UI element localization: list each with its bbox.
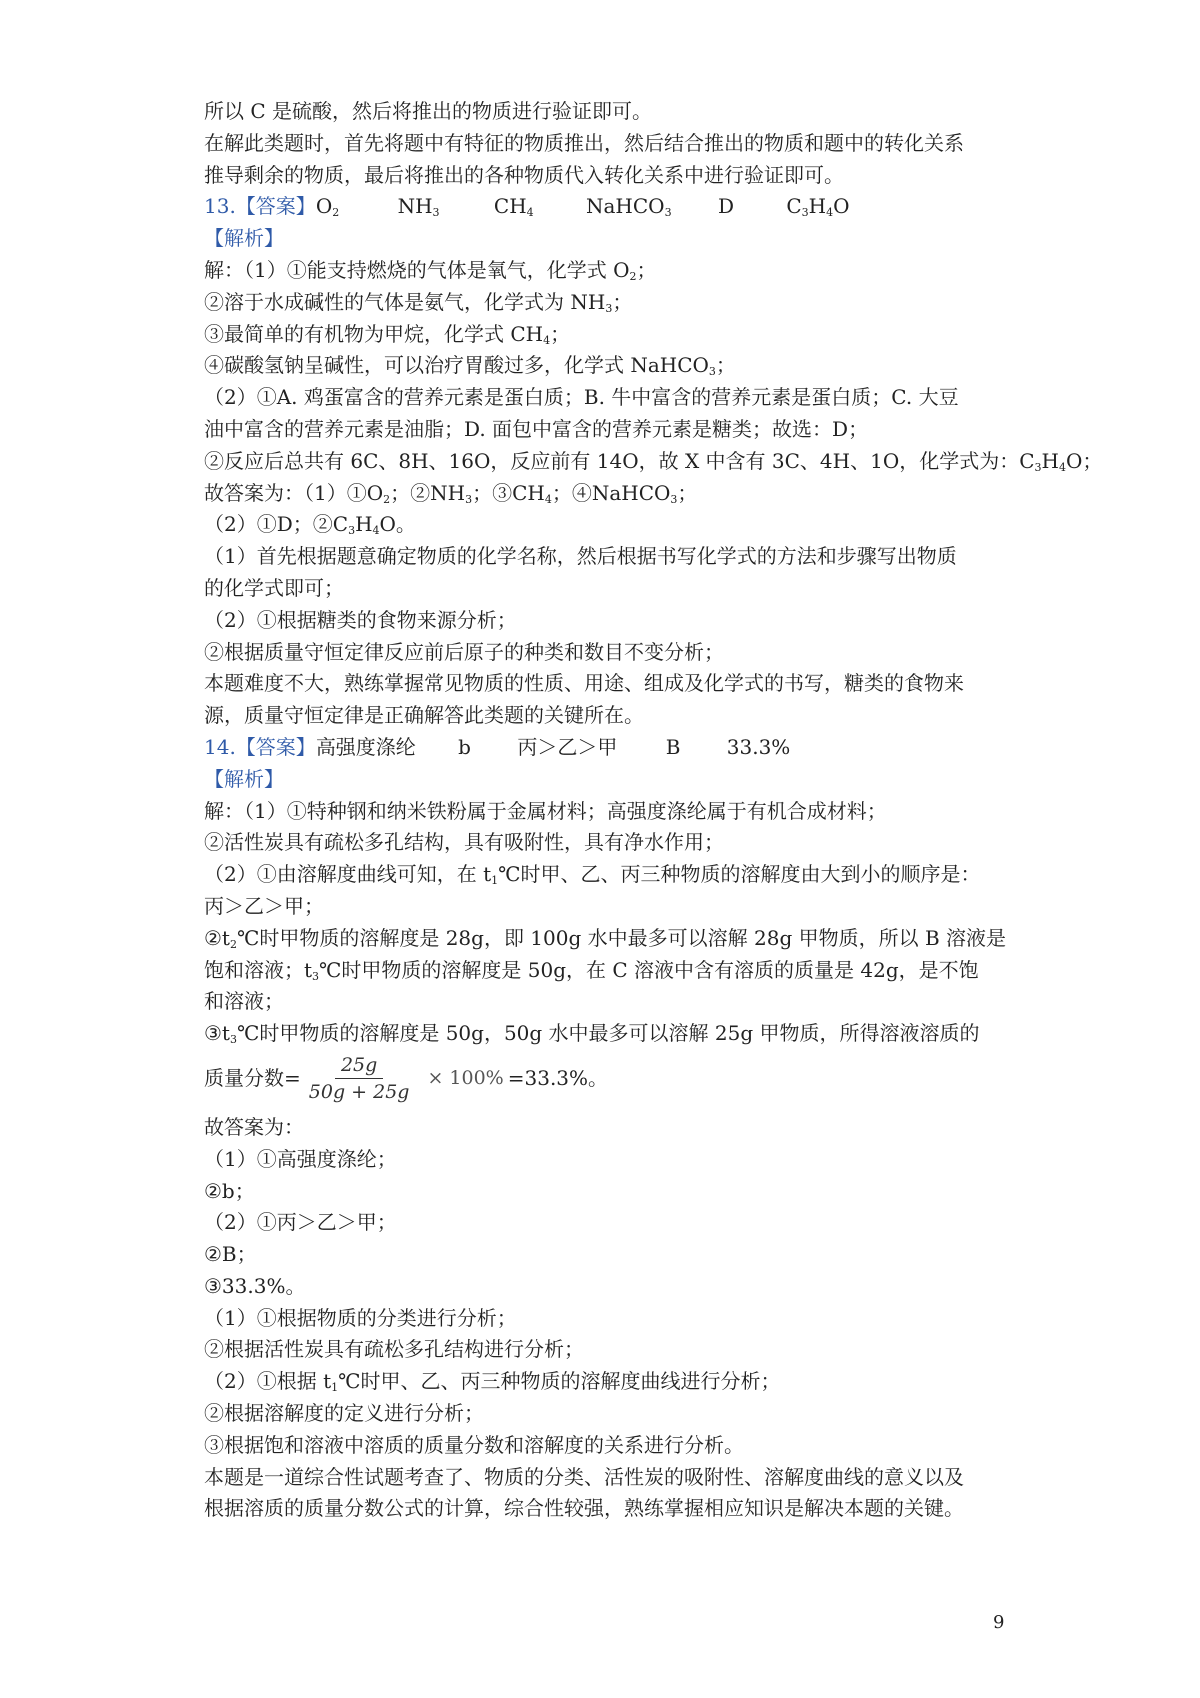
text-line: ②b； xyxy=(204,1178,255,1203)
subscript: 1 xyxy=(331,1381,339,1395)
text-line: 的化学式即可； xyxy=(204,575,344,600)
text-line: （2）①A. 鸡蛋富含的营养元素是蛋白质；B. 牛中富含的营养元素是蛋白质；C. 大豆 xyxy=(204,385,959,410)
answer-line-14 xyxy=(204,732,1014,764)
subscript: 1 xyxy=(491,874,499,888)
text: ； xyxy=(636,257,657,282)
text: ③最简单的有机物为甲烷，化学式 CH xyxy=(204,321,544,346)
text-line: 在解此类题时，首先将题中有特征的物质推出，然后结合推出的物质和题中的转化关系 xyxy=(204,130,964,155)
text-line xyxy=(204,923,1014,955)
fraction-denominator: 50g + 25g xyxy=(308,1081,410,1104)
subscript: 3 xyxy=(229,1033,237,1047)
page-number: 9 xyxy=(993,1612,1005,1633)
subscript: 2 xyxy=(229,937,237,951)
text-line: 和溶液； xyxy=(204,989,284,1014)
text-line: ②活性炭具有疏松多孔结构，具有吸附性，具有净水作用； xyxy=(204,830,724,855)
analysis-label: 【解析】 xyxy=(204,226,284,251)
text: ②溶于水成碱性的气体是氨气，化学式为 NH xyxy=(204,289,606,314)
text: 质量分数= xyxy=(204,1066,301,1090)
text-line: （1）首先根据题意确定物质的化学名称，然后根据书写化学式的方法和步骤写出物质 xyxy=(204,544,957,569)
answer-label: 13.【答案】 xyxy=(204,194,316,219)
text: ； xyxy=(677,480,698,505)
text: （2）①由溶解度曲线可知，在 t xyxy=(204,862,492,887)
text-line: ②B； xyxy=(204,1242,257,1267)
text-line xyxy=(204,350,1014,382)
text: ； xyxy=(612,289,633,314)
text-line: （1）①根据物质的分类进行分析； xyxy=(204,1305,517,1330)
formula: O xyxy=(315,194,333,219)
text-line: 所以 C 是硫酸，然后将推出的物质进行验证即可。 xyxy=(204,99,653,123)
text-line xyxy=(204,255,1014,287)
text-line xyxy=(204,287,1014,319)
text: ③t xyxy=(204,1021,230,1046)
text-line xyxy=(204,1018,1014,1050)
text: ℃时甲物质的溶解度是 28g，即 100g 水中最多可以溶解 28g 甲物质，所以 B 溶液是 xyxy=(236,925,1007,950)
text-line: ③33.3%。 xyxy=(204,1273,306,1298)
answer-value: 33.3% xyxy=(726,734,791,759)
text: O。 xyxy=(379,512,416,537)
text: H xyxy=(1041,448,1059,473)
text-line xyxy=(204,446,1103,478)
text: ℃时甲物质的溶解度是 50g，50g 水中最多可以溶解 25g 甲物质，所得溶液溶质的 xyxy=(236,1021,980,1046)
text: =33.3%。 xyxy=(507,1066,609,1090)
answer-value: D xyxy=(717,194,734,219)
text: O； xyxy=(1065,448,1103,473)
text-line: 油中富含的营养元素是油脂；D. 面包中富含的营养元素是糖类；故选：D； xyxy=(204,416,869,441)
text-line: 丙＞乙＞甲； xyxy=(204,893,324,918)
text-line: 解：（1）①特种钢和纳米铁粉属于金属材料；高强度涤纶属于有机合成材料； xyxy=(204,798,887,823)
subscript: 3 xyxy=(432,206,440,220)
subscript: 4 xyxy=(372,524,380,538)
subscript: 4 xyxy=(526,206,534,220)
subscript: 3 xyxy=(708,365,716,379)
text: ④碳酸氢钠呈碱性，可以治疗胃酸过多，化学式 NaHCO xyxy=(204,353,709,378)
subscript: 2 xyxy=(629,269,637,283)
formula-line xyxy=(204,1052,1014,1106)
text-line: 根据溶质的质量分数公式的计算，综合性较强，熟练掌握相应知识是解决本题的关键。 xyxy=(204,1496,964,1521)
text-line xyxy=(204,478,1014,510)
text-line: （2）①丙＞乙＞甲； xyxy=(204,1210,397,1235)
formula: CH xyxy=(493,194,527,219)
text: （2）①D；②C xyxy=(204,512,349,537)
text-line: ②根据质量守恒定律反应前后原子的种类和数目不变分析； xyxy=(204,639,724,664)
document-body xyxy=(204,96,1103,1525)
text-line xyxy=(204,1366,1014,1398)
subscript: 2 xyxy=(383,492,391,506)
subscript: 4 xyxy=(1058,460,1066,474)
text: ②反应后总共有 6C、8H、16O，反应前有 14O，故 X 中含有 3C、4H、1O，化学式为：C xyxy=(204,448,1035,473)
subscript: 3 xyxy=(664,206,672,220)
text: 故答案为：（1）①O xyxy=(204,480,384,505)
answer-line-13 xyxy=(204,191,1014,223)
multiply-percent: × 100% xyxy=(427,1067,504,1089)
subscript: 3 xyxy=(1034,460,1042,474)
formula: H xyxy=(808,194,827,219)
formula: C xyxy=(786,194,802,219)
subscript: 3 xyxy=(348,524,356,538)
subscript: 3 xyxy=(465,492,473,506)
answer-value: b xyxy=(458,734,471,759)
text-line: ②根据溶解度的定义进行分析； xyxy=(204,1401,484,1426)
text-line: ③根据饱和溶液中溶质的质量分数和溶解度的关系进行分析。 xyxy=(204,1432,744,1457)
fraction-numerator: 25g xyxy=(335,1053,383,1079)
answer-value xyxy=(586,194,672,218)
fraction xyxy=(303,1053,416,1104)
subscript: 3 xyxy=(670,492,678,506)
text: ℃时甲、乙、丙三种物质的溶解度曲线进行分析； xyxy=(338,1369,781,1394)
text: ℃时甲、乙、丙三种物质的溶解度由大到小的顺序是： xyxy=(498,862,981,887)
formula: NaHCO xyxy=(586,194,665,219)
text-line: （1）①高强度涤纶； xyxy=(204,1146,397,1171)
text-line: 本题难度不大，熟练掌握常见物质的性质、用途、组成及化学式的书写，糖类的食物来 xyxy=(204,671,964,696)
text: ②t xyxy=(204,925,230,950)
text: ℃时甲物质的溶解度是 50g，在 C 溶液中含有溶质的质量是 42g，是不饱 xyxy=(319,957,979,982)
answer-value xyxy=(786,194,849,218)
subscript: 4 xyxy=(543,333,551,347)
answer-value xyxy=(316,194,339,218)
text-line: ②根据活性炭具有疏松多孔结构进行分析； xyxy=(204,1337,584,1362)
text-line xyxy=(204,955,1014,987)
text-line xyxy=(204,859,1014,891)
text: ； xyxy=(715,353,736,378)
text-line xyxy=(204,319,1014,351)
text-line xyxy=(204,509,1014,541)
answer-value: 丙＞乙＞甲 xyxy=(517,734,618,759)
answer-value xyxy=(494,194,534,218)
text: ；②NH xyxy=(390,480,466,505)
text-line: 本题是一道综合性试题考查了、物质的分类、活性炭的吸附性、溶解度曲线的意义以及 xyxy=(204,1464,964,1489)
subscript: 4 xyxy=(544,492,552,506)
formula: NH xyxy=(397,194,433,219)
formula: O xyxy=(833,194,850,219)
text: H xyxy=(355,512,373,537)
text-line: 故答案为： xyxy=(204,1114,304,1139)
text-line: （2）①根据糖类的食物来源分析； xyxy=(204,607,517,632)
subscript: 3 xyxy=(312,969,320,983)
subscript: 2 xyxy=(332,206,340,220)
analysis-label: 【解析】 xyxy=(204,766,284,791)
subscript: 3 xyxy=(801,206,809,220)
answer-value xyxy=(398,194,440,218)
text: （2）①根据 t xyxy=(204,1369,332,1394)
subscript: 4 xyxy=(826,206,834,220)
text: ； xyxy=(550,321,571,346)
subscript: 3 xyxy=(605,301,613,315)
answer-value: 高强度涤纶 xyxy=(315,734,416,759)
text: ；③CH xyxy=(472,480,545,505)
text-line: 推导剩余的物质，最后将推出的各种物质代入转化关系中进行验证即可。 xyxy=(204,162,844,187)
answer-label: 14.【答案】 xyxy=(204,734,316,759)
text: ；④NaHCO xyxy=(551,480,671,505)
text: 解：（1）①能支持燃烧的气体是氧气，化学式 O xyxy=(204,257,630,282)
answer-value: B xyxy=(665,734,681,759)
text: 饱和溶液；t xyxy=(204,957,313,982)
text-line: 源，质量守恒定律是正确解答此类题的关键所在。 xyxy=(204,703,644,728)
